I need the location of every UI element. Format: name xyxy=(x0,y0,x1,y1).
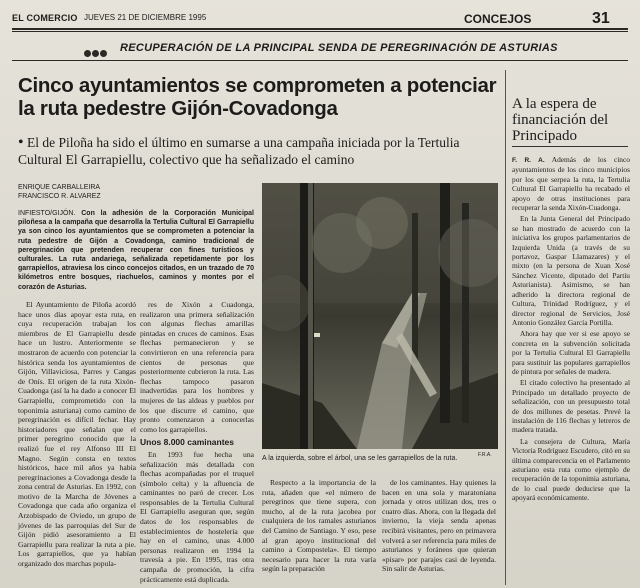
kicker-dots-icon xyxy=(84,44,116,54)
subheadline: • El de Piloña ha sido el último en sumarse a una campaña iniciada por la Tertulia Cultural El Garrapiellu, colectivo que ha señalizado el camino xyxy=(18,134,460,167)
sidebar-body: F. R. A. Además de los cinco ayuntamientos de los cinco municipios por los que serpea la ruta, la Tertulia Cultural El Garrapiellu ha recabado el apoyo de otras instituciones para recuperar la senda Xixón-Cuadonga. En la Junta General del Principado se han mostrado de acuerdo con la iniciativa los grupos parlamentarios de Izquierda Unida (a través de su portavoz, Gaspar Llamazares) y el mixto (en la persona de Xuan Xosé Sánchez Vicente, diputado del Partíu Asturianista). Asimismo, se han adherido la directora regional de Cultura, Trinidad Rodríguez, y el director regional de Servicios, José Antonio González García Portilla. Ahora hay que ver si ese apoyo se concreta en la subvención solicitada por la Tertulia Cultural El Garrapiellu para sustituir las populares garrapiellos de pintura por señales de madera. El citado colectivo ha presentado al Principado un detallado proyecto de señalización, con un presupuesto total de dos millones de pesetas. Prevé la instalación de 116 flechas y letreros de madera tratada. La consejera de Cultura, María Victoria Rodríguez Escudero, citó en su última comparecencia en el Parlamento asturiano esta ruta como ejemplo de recuperación de la toponimia asturiana, de lo cual puede deducirse que la apoyará económicamente. xyxy=(512,155,630,503)
photo-credit: F.R.A. xyxy=(478,452,492,458)
sidebar-headline: A la espera de financiación del Principado xyxy=(512,96,609,144)
column-divider xyxy=(505,70,506,585)
body-column-4: de los caminantes. Hay quienes la hacen en una sola y maratoniana jornada y otros utilizan dos, tres o cuatro días. Ahora, con la llegada del invierno, la vieja senda apenas recibirá visitantes, pero en primavera volverá a ser referencia para miles de asturianos y foráneos que quieran «pisar» por parajes casi de leyenda. Sin salir de Asturias. xyxy=(382,478,496,574)
sidebar-initials: F. R. A. xyxy=(512,157,545,164)
header-rule-thin xyxy=(12,31,628,32)
page-number: 31 xyxy=(592,10,610,27)
section-subhead: Unos 8.000 caminantes xyxy=(140,437,235,448)
body-column-2: res de Xixón a Cuadonga, realizaron una primera señalización con algunas flechas amarillas pintadas en cruces de caminos. Esas flechas permanecieron y se convirtieron en una referencia para cientos de personas que posteriormente cubrieron la ruta. Las flechas tampoco pasaron inadvertidas para los hombres y mujeres de las aldeas y pueblos por los que discurre el camino, que pronto comenzaron a conocerlas como los garrapiellos. Unos 8.000 caminantes En 1993 fue hecha una señalización más detallada con flechas acompañadas por el truquel (símbolo celta) y la afluencia de caminantes no paró de crecer. Los responsables de la Tertulia Cultural El Garrapiellu aseguran que, según datos de los responsables de establecimientos de hostelería que hay en el camino, unas 4.000 personas realizaron en 1994 la travesía a pie. En 1995, tras otra campaña de promoción, la cifra prácticamente está duplicada. xyxy=(140,300,254,584)
lead-text: Con la adhesión de la Corporación Municipal piloñesa a la campaña que desarrolla la Tertulia Cultural El Garrapiellu ya son cinco los ayuntamientos que se comprometen a potenciar la ruta pedestre de Gijón a Covadonga, camino tradicional de peregrinación que pretenden recuperar con fines turísticos y culturales. La ruta andariega, señalizada repetidamente por los garrapiellos, atraviesa los cinco concejos citados, en un trazado de 70 kilómetros entre bosques, riachuelos, caminos y montes por el corazón de Asturias. xyxy=(18,210,254,291)
lead-paragraph xyxy=(18,209,254,292)
issue-date: JUEVES 21 DE DICIEMBRE 1995 xyxy=(84,13,207,22)
kicker-rule xyxy=(12,60,628,61)
forest-path-photo xyxy=(262,183,498,449)
sidebar-rule xyxy=(512,146,628,147)
byline-author: FRANCISCO R. ALVAREZ xyxy=(18,193,101,200)
section-name: CONCEJOS xyxy=(464,12,532,26)
kicker: RECUPERACIÓN DE LA PRINCIPAL SENDA DE PEREGRINACIÓN DE ASTURIAS xyxy=(120,42,558,54)
byline-author: ENRIQUE CARBALLEIRA xyxy=(18,184,101,191)
photo-caption: A la izquierda, sobre el árbol, una se les garrapiellos de la ruta. xyxy=(262,455,458,462)
body-column-1: El Ayuntamiento de Piloña acordó hace unos días apoyar esta ruta, en cuya recuperación trabajan los miembros de El Garrapiellu desde hace un lustro. Anteriormente se mostraron de acuerdo con potenciar la histórica senda los ayuntamientos de Gijón, Villaviciosa, Parres y Cangas de Onís. El origen de la ruta Xixón-Cuadonga (así la ha dado a conocer El Garrapiellu, comprometido con la toponimia asturiana) como camino de peregrinación es difícil fechar. Hay historiadores que señalan que el primer peregrino conocido que la realizó fue el rey Alfonso III El Magno. Según consta en textos históricos, hace mil años ya había peregrinaciones a Covadonga desde la zona central de Asturias. En 1992, con motivo de la Marcha de Jóvenes a Covadonga que cada año organiza el Arzobispado de Oviedo, un grupo de jóvenes de las parroquias del Sur de Gijón pidió asesoramiento a El Garrapiellu para realizar la ruta a pie. Los garrapiellos, que ya habían organizado dos marchas popula- xyxy=(18,300,136,569)
publication-name: EL COMERCIO xyxy=(12,13,78,23)
byline xyxy=(18,183,101,201)
headline: Cinco ayuntamientos se comprometen a potenciar la ruta pedestre Gijón-Covadonga xyxy=(18,74,497,120)
body-column-3: Respecto a la importancia de la ruta, añaden que «el número de peregrinos que tiene supera, con mucho, al de la ruta jacobea por cualquiera de los ramales asturianos del Camino de Santiago. Y eso, pese al gran apoyo institucional del camino a Compostela». El tiempo necesario para hacer la ruta varía según la preparación xyxy=(262,478,376,574)
header-rule xyxy=(12,28,628,30)
dateline: INFIESTO/GIJÓN. xyxy=(18,210,76,217)
